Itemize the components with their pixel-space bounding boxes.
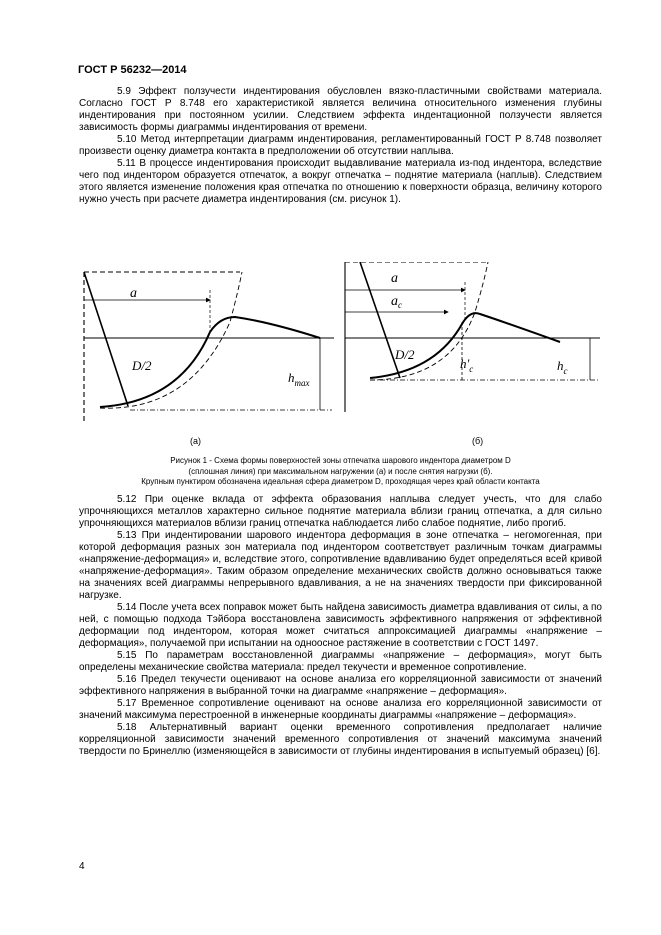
text-block-bottom	[79, 494, 602, 758]
label-hprime-c: $h'_c$	[460, 356, 474, 374]
label-a-right: a	[391, 271, 398, 286]
text-block-top	[79, 86, 602, 206]
paragraph-5-11: 5.11 В процессе индентирования происходит выдавливание материала из-под индентора, вследствие чего под индентором образуется отпечаток, а вокруг отпечатка – поднятие материала (наплыв). Следствием этого является изменение положения края отпечатка по отношению к поверхности образца, величину которого нужно учесть при расчете диаметра индентирования (см. рисунок 1).	[79, 158, 602, 205]
label-d2-right: D/2	[395, 347, 415, 362]
label-panel-a: (а)	[190, 436, 201, 446]
paragraph-5-10: 5.10 Метод интерпретации диаграмм индентирования, регламентированный ГОСТ Р 8.748 позволяет произвести оценку диаметра контакта в предположении об отсутствии наплыва.	[79, 134, 602, 157]
caption-line-1: Рисунок 1 - Схема формы поверхностей зоны отпечатка шарового индентора диаметром D	[170, 456, 511, 465]
paragraph-5-15: 5.15 По параметрам восстановленной диаграммы «напряжение – деформация», могут быть определены механические свойства материала: предел текучести и временное сопротивление.	[79, 650, 602, 673]
paragraph-5-14: 5.14 После учета всех поправок может быть найдена зависимость диаметра вдавливания от силы, а по ней, с помощью подхода Тэйбора восстановлена зависимость эффективного напряжения от эффективной деформации под индентором, которая может считаться аппроксимацией диаграммы «напряжение – деформация», получаемой при испытании на одноосное растяжение в соответствии с ГОСТ 1497.	[79, 602, 602, 649]
paragraph-5-13: 5.13 При индентировании шарового индентора деформация в зоне отпечатка – негомогенная, при которой деформация разных зон материала под индентором соответствует различным точкам диаграммы «напряжение-деформация» и, вследствие этого, сопротивление вдавливанию будет определяться всей кривой «напряжение-деформация». Таким образом определение механических свойств должно основываться также на значениях всей диаграммы непрерывного вдавливания, а не на значениях твердости при фиксированной нагрузке.	[79, 530, 602, 601]
label-hc: $h_c$	[557, 358, 568, 376]
figure-caption	[78, 456, 603, 488]
paragraph-5-18: 5.18 Альтернативный вариант оценки временного сопротивления предполагает наличие корреляционной зависимости значений временного сопротивления от значений максимума значений твердости по Бринеллю (изменяющейся в зависимости от глубины индентирования в испытуемый образец) [6].	[79, 722, 602, 757]
figure-panel-b	[345, 262, 600, 446]
paragraph-5-17: 5.17 Временное сопротивление оценивают на основе анализа его корреляционной зависимости от значений максимума перестроенной в инженерные координаты диаграммы «напряжение – деформация».	[79, 698, 602, 721]
label-d2-left: D/2	[132, 358, 152, 373]
page-header: ГОСТ Р 56232—2014	[78, 64, 187, 76]
caption-line-2: (сплошная линия) при максимальном нагружении (а) и после снятия нагрузки (б).	[188, 466, 493, 476]
paragraph-5-9: 5.9 Эффект ползучести индентирования обусловлен вязко-пластичными свойствами материала. Согласно ГОСТ Р 8.748 его характеристикой является величина относительного изменения глубины индентирования при постоянном усилии. Следствием эффекта индентационной ползучести является зависимость формы диаграммы индентирования от времени.	[79, 86, 602, 133]
figure-1-diagram	[70, 262, 610, 452]
label-ac: $a_c$	[391, 294, 402, 310]
label-hmax: $h_{max}$	[288, 370, 310, 388]
caption-line-3: Крупным пунктиром обозначена идеальная сфера диаметром D, проходящая через край области контакта	[141, 477, 540, 486]
page-number: 4	[79, 861, 85, 872]
paragraph-5-12: 5.12 При оценке вклада от эффекта образования наплыва следует учесть, что для слабо упрочняющихся металлов характерно сильное поднятие материала вблизи границ отпечатка, а для сильно упрочняющихся материалов вблизи границ отпечатка наблюдается либо слабое поднятие, либо прогиб.	[79, 494, 602, 529]
label-panel-b: (б)	[472, 436, 484, 446]
label-a-left: a	[130, 286, 137, 301]
figure-panel-a	[84, 272, 334, 446]
paragraph-5-16: 5.16 Предел текучести оценивают на основе анализа его корреляционной зависимости от значений эффективного напряжения в выбранной точки на диаграмме «напряжение – деформация».	[79, 674, 602, 697]
